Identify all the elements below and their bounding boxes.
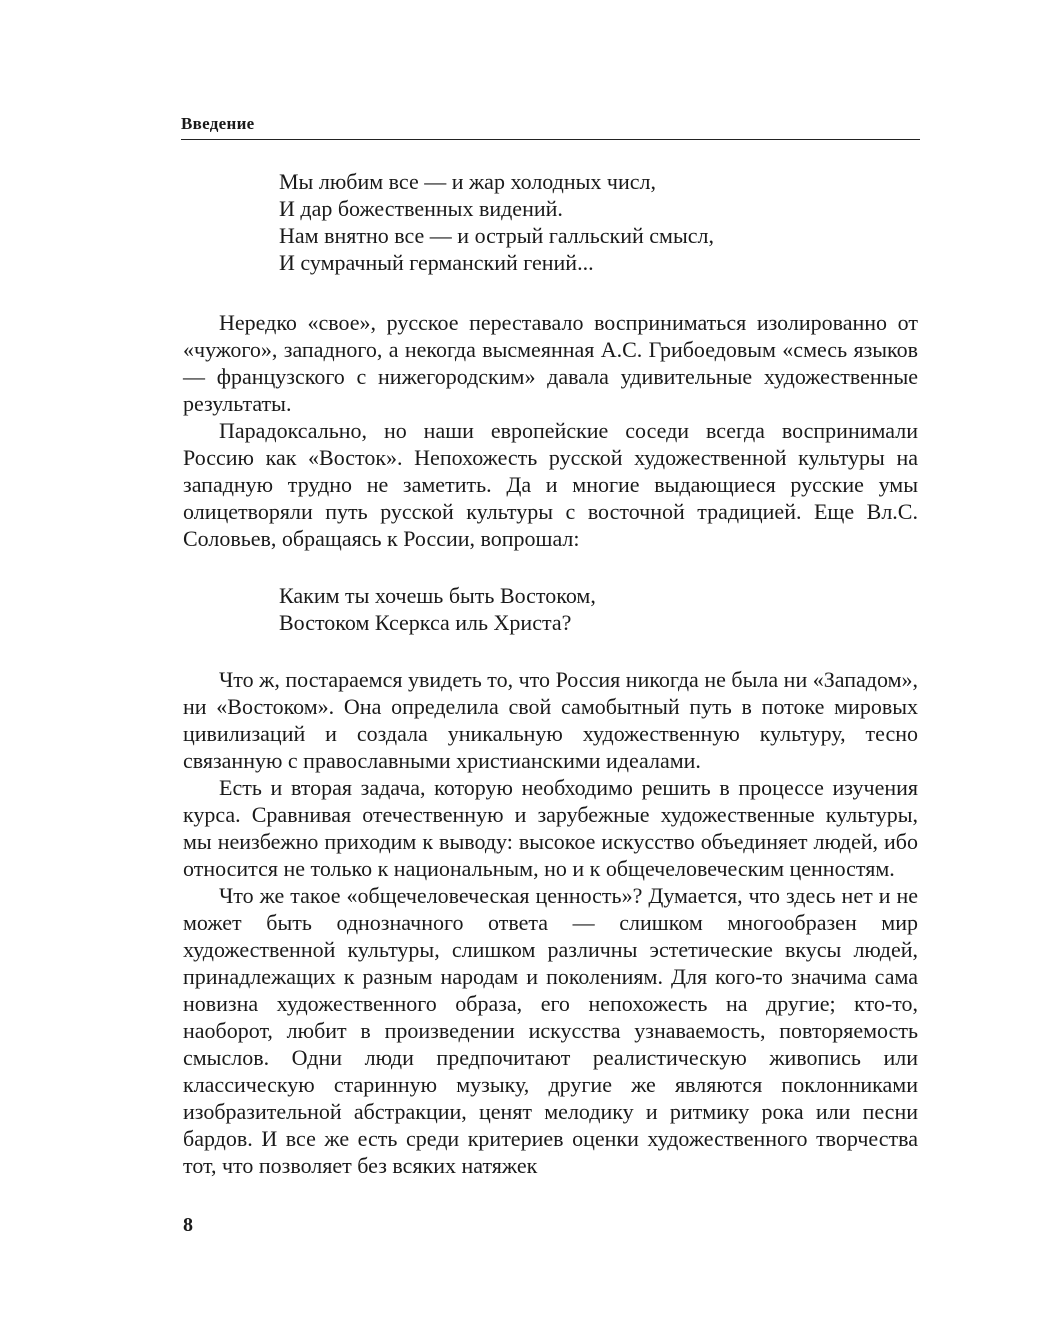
paragraph: Есть и вторая задача, которую необходимо решить в процессе изучения курса. Сравнивая отечественную и зарубежные художественные культуры, мы неизбежно приходим к выводу: высокое искусство объединяет людей, ибо относится не только к национальным, но и к общечеловеческим ценностям. — [183, 775, 918, 881]
verse-line: Каким ты хочешь быть Востоком, — [279, 583, 596, 608]
paragraph: Что ж, постараемся увидеть то, что Россия никогда не была ни «Западом», ни «Востоком». Она определила свой самобытный путь в потоке мировых цивилизаций и создала уникальную художественную культуру, тесно связанную с православными христианскими идеалами. — [183, 667, 918, 773]
verse-line: Нам внятно все — и острый галльский смысл, — [279, 223, 715, 248]
page-body — [183, 168, 918, 1179]
paragraph: Что же такое «общечеловеческая ценность»? Думается, что здесь нет и не может быть однозначного ответа — слишком многообразен мир художественной культуры, слишком различны эстетические вкусы людей, принадлежащих к разным народам и поколениям. Для кого-то значима сама новизна художественного образа, его непохожесть на другие; кто-то, наоборот, любит в произведении искусства узнаваемость, повторяемость смыслов. Одни люди предпочитают реалистическую живопись или классическую старинную музыку, другие же являются поклонниками изобразительной абстракции, ценят мелодику и ритмику рока или песни бардов. И все же есть среди критериев оценки художественного творчества тот, что позволяет без всяких натяжек — [183, 883, 918, 1178]
verse-line: И дар божественных видений. — [279, 196, 563, 221]
running-head: Введение — [181, 114, 920, 140]
page-number: 8 — [183, 1214, 193, 1236]
paragraph: Нередко «свое», русское переставало восприниматься изолированно от «чужого», западного, а некогда высмеянная А.С. Грибоедовым «смесь языков — французского с нижегородским» давала удивительные художественные результаты. — [183, 310, 918, 416]
verse-line: Мы любим все — и жар холодных числ, — [279, 169, 656, 194]
verse-line: И сумрачный германский гений... — [279, 250, 594, 275]
paragraph: Парадоксально, но наши европейские соседи всегда воспринимали Россию как «Восток». Непохожесть русской художественной культуры на западную трудно не заметить. Да и многие выдающиеся русские умы олицетворяли путь русской культуры с восточной традицией. Еще Вл.С. Соловьев, обращаясь к России, вопрошал: — [183, 418, 918, 551]
verse-line: Востоком Ксеркса иль Христа? — [279, 610, 572, 635]
poem-quote-1 — [279, 168, 918, 276]
poem-quote-2 — [279, 582, 918, 636]
